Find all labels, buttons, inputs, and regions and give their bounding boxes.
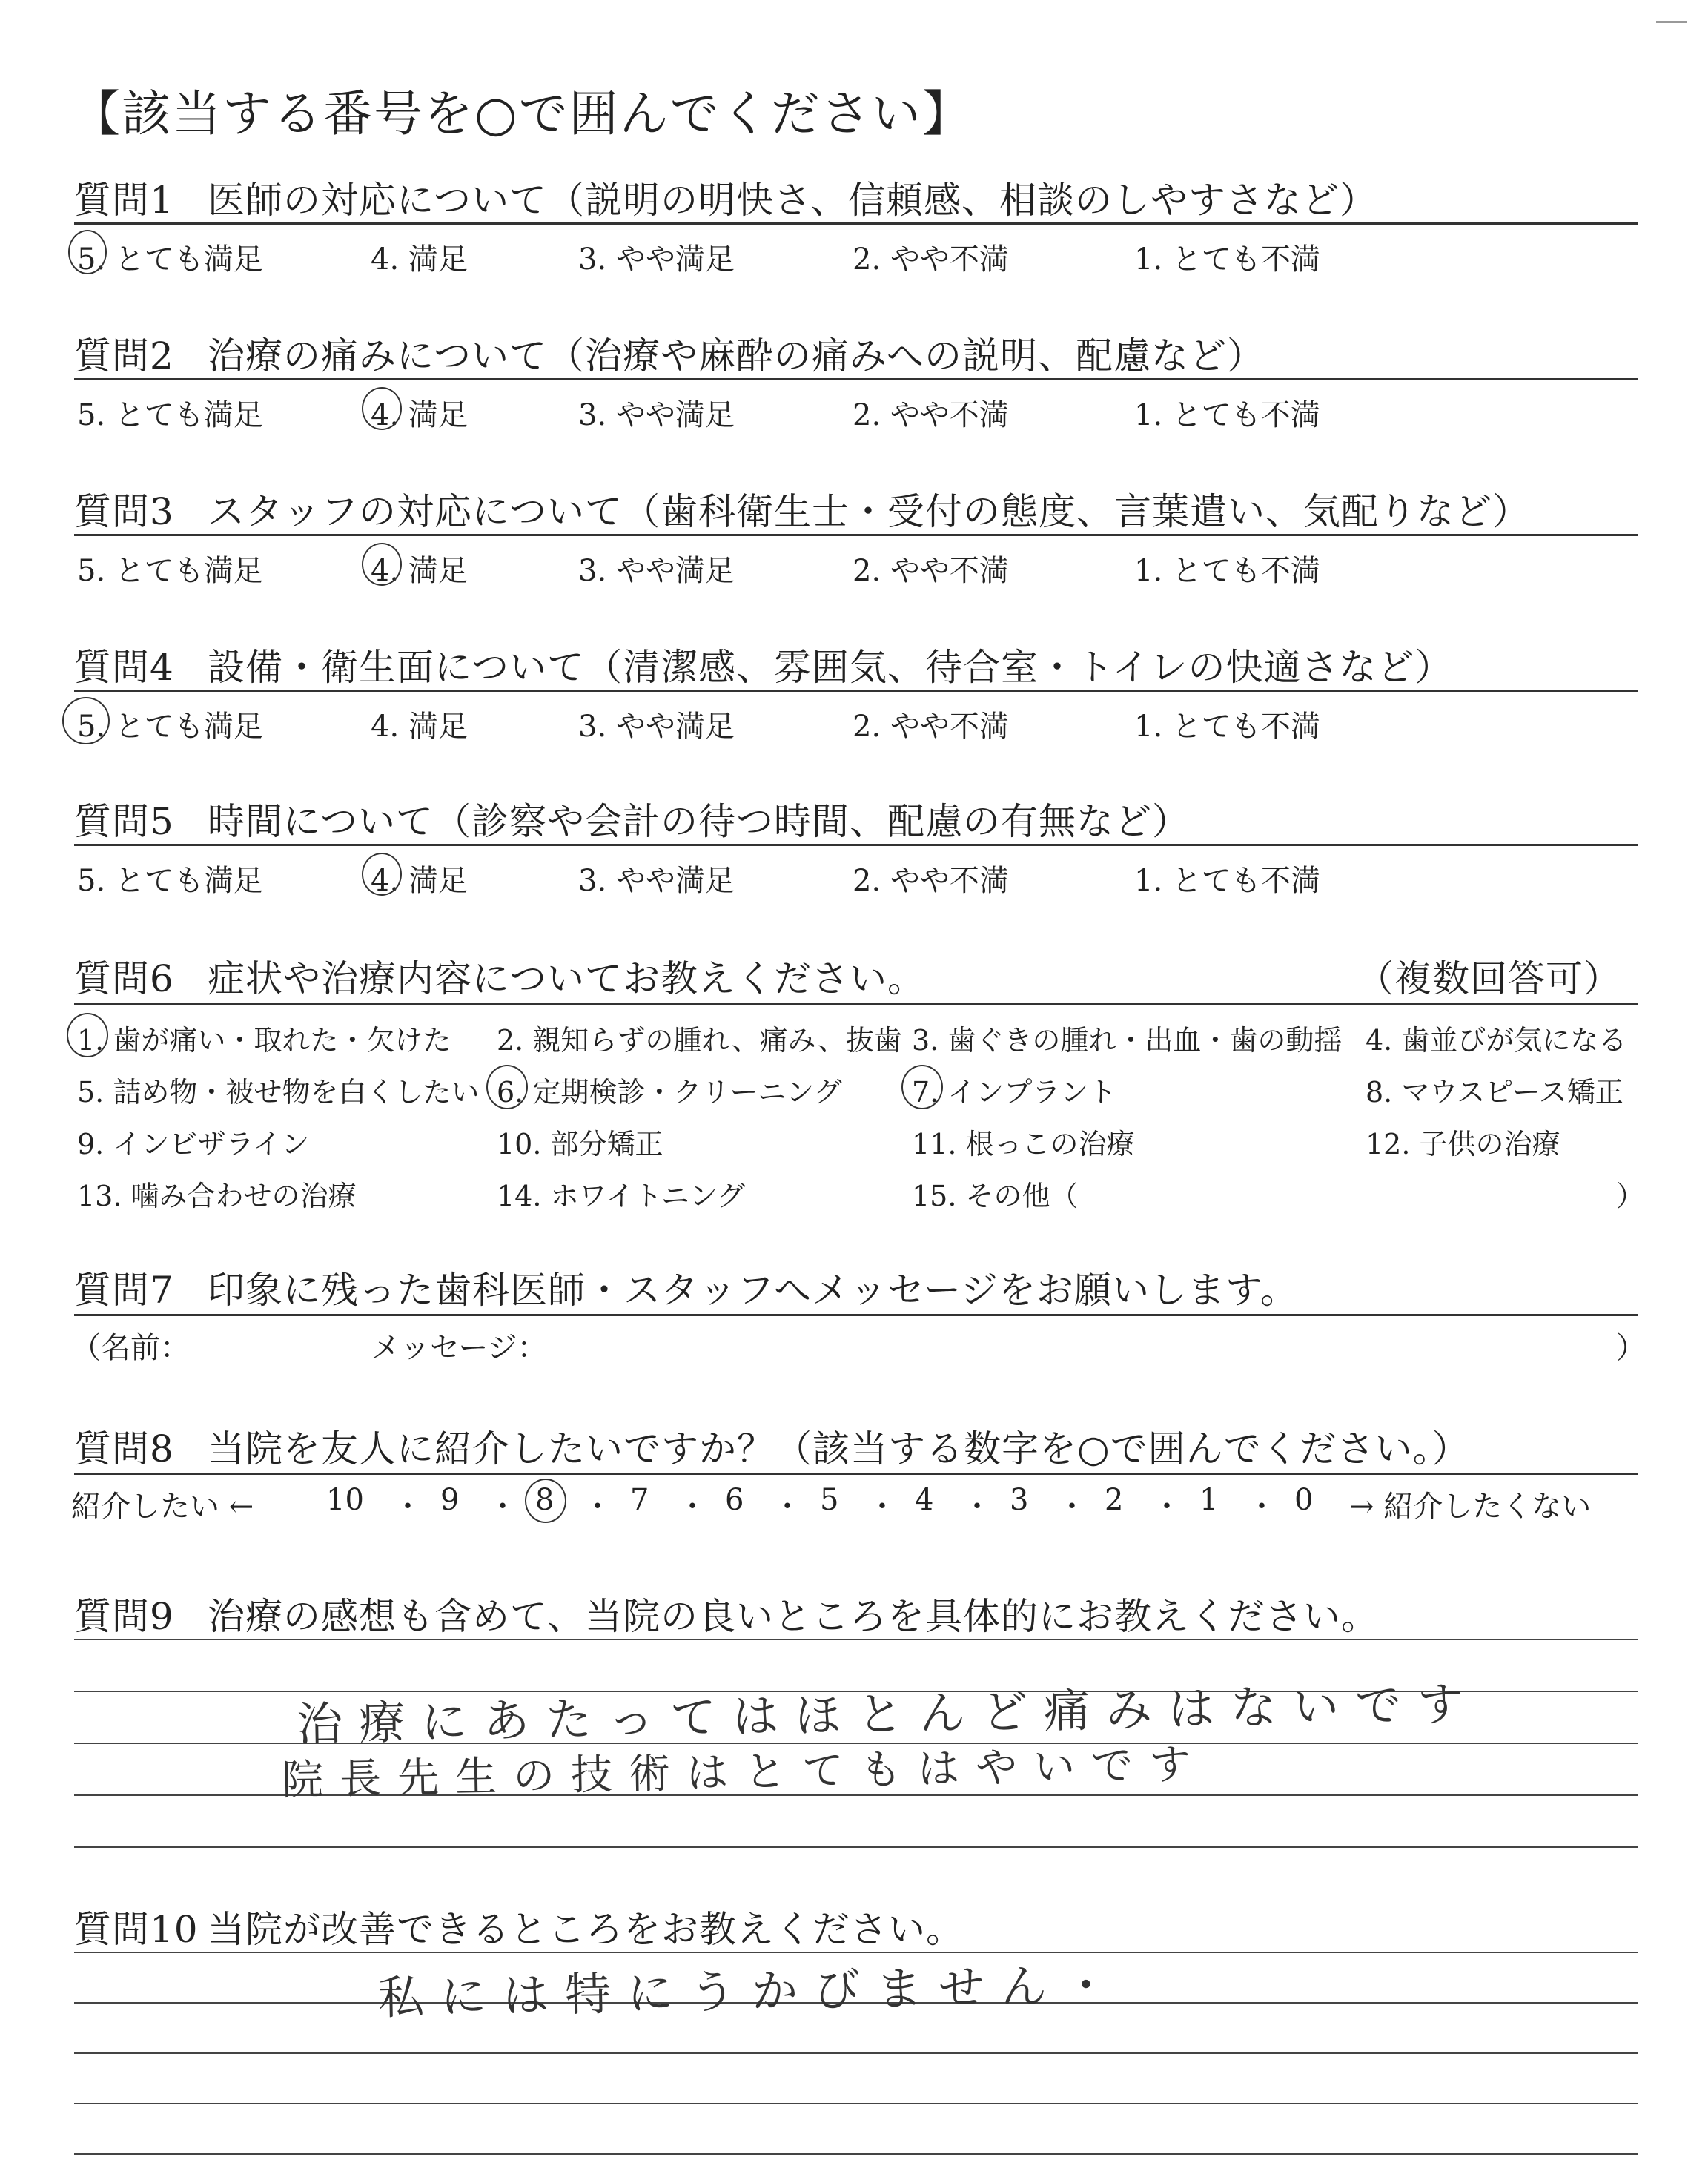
q6-option-6[interactable]: 6. 定期検診・クリーニング [497, 1076, 842, 1109]
q1-option-5[interactable]: 5. とても満足 [77, 242, 263, 277]
q6-option-11[interactable]: 11. 根っこの治療 [912, 1128, 1135, 1160]
q8-score-2[interactable]: 2 [1105, 1483, 1124, 1517]
q5-option-5[interactable]: 5. とても満足 [77, 864, 263, 898]
q3-option-3[interactable]: 3. やや満足 [578, 554, 735, 588]
q6-rule [74, 1003, 1638, 1005]
q2-option-4[interactable]: 4. 満足 [371, 398, 468, 432]
q4-text: 設備・衛生面について（清潔感、雰囲気、待合室・トイレの快適さなど） [208, 646, 1453, 689]
q8-sep: ・ [772, 1490, 802, 1524]
q8-right-label: → 紹介したくない [1349, 1490, 1592, 1524]
q2-option-5[interactable]: 5. とても満足 [77, 398, 263, 432]
q8-score-4[interactable]: 4 [915, 1483, 934, 1517]
q4-option-1[interactable]: 1. とても不満 [1134, 710, 1320, 744]
q7-label: 質問7 [74, 1269, 174, 1312]
q4-option-4[interactable]: 4. 満足 [371, 710, 468, 744]
q6-option-1[interactable]: 1. 歯が痛い・取れた・欠けた [77, 1024, 451, 1057]
q5-option-3[interactable]: 3. やや満足 [578, 864, 735, 898]
q5-label: 質問5 [74, 800, 174, 843]
q9-handwritten-answer-2: 院長先生の技術はとてもはやいです [281, 1740, 1208, 1805]
q3-text: スタッフの対応について（歯科衛生士・受付の態度、言葉遣い、気配りなど） [208, 490, 1530, 533]
q9-answer-line [74, 1846, 1638, 1848]
q8-label: 質問8 [74, 1427, 174, 1470]
q3-selection-circle [362, 543, 402, 586]
q4-selection-circle [62, 697, 110, 744]
q6-text: 症状や治療内容についてお教えください。 [208, 957, 925, 1000]
q8-score-9[interactable]: 9 [440, 1483, 460, 1517]
q2-text: 治療の痛みについて（治療や麻酔の痛みへの説明、配慮など） [208, 334, 1265, 377]
q7-rule [74, 1314, 1638, 1316]
q2-rule [74, 378, 1638, 380]
q6-option-7[interactable]: 7. インプラント [912, 1076, 1117, 1109]
q1-rule [74, 222, 1638, 225]
q9-text: 治療の感想も含めて、当院の良いところを具体的にお教えください。 [208, 1595, 1379, 1638]
q1-option-1[interactable]: 1. とても不満 [1134, 242, 1320, 277]
q8-sep: ・ [1247, 1490, 1277, 1524]
q8-sep: ・ [393, 1490, 423, 1524]
q5-option-4[interactable]: 4. 満足 [371, 864, 468, 898]
q4-option-5[interactable]: 5. とても満足 [77, 710, 263, 744]
q9-handwritten-answer-1: 治療にあたってはほとんど痛みはないです [296, 1677, 1480, 1751]
q3-option-2[interactable]: 2. やや不満 [853, 554, 1009, 588]
q8-left-label: 紹介したい ← [71, 1490, 254, 1524]
q8-score-1[interactable]: 1 [1199, 1483, 1219, 1517]
q5-rule [74, 844, 1638, 846]
q6-option-3[interactable]: 3. 歯ぐきの腫れ・出血・歯の動揺 [912, 1024, 1343, 1057]
q10-label: 質問10 [74, 1908, 199, 1951]
q1-text: 医師の対応について（説明の明快さ、信頼感、相談のしやすさなど） [208, 179, 1377, 222]
q1-option-2[interactable]: 2. やや不満 [853, 242, 1009, 277]
q6-option-4[interactable]: 4. 歯並びが気になる [1366, 1024, 1627, 1057]
q8-score-8[interactable]: 8 [535, 1483, 555, 1517]
q6-option-12[interactable]: 12. 子供の治療 [1366, 1128, 1560, 1160]
q6-option-15[interactable]: 15. その他（ [912, 1180, 1079, 1212]
q8-rule [74, 1473, 1638, 1475]
q9-answer-line [74, 1639, 1638, 1640]
q10-answer-line [74, 2103, 1638, 2104]
q6-option-2[interactable]: 2. 親知らずの腫れ、痛み、抜歯 [497, 1024, 902, 1057]
q6-option-14[interactable]: 14. ホワイトニング [497, 1180, 746, 1212]
q6-option-10[interactable]: 10. 部分矯正 [497, 1128, 663, 1160]
q2-option-1[interactable]: 1. とても不満 [1134, 398, 1320, 432]
q10-answer-line [74, 2153, 1638, 2155]
q8-sep: ・ [867, 1490, 897, 1524]
q6-selection-circle-7 [901, 1065, 943, 1109]
q3-label: 質問3 [74, 490, 174, 533]
q3-option-1[interactable]: 1. とても不満 [1134, 554, 1320, 588]
q8-sep: ・ [1057, 1490, 1087, 1524]
q5-option-2[interactable]: 2. やや不満 [853, 864, 1009, 898]
q6-selection-circle-1 [67, 1013, 108, 1057]
q6-note: （複数回答可） [1357, 957, 1621, 1000]
q4-rule [74, 690, 1638, 692]
q4-label: 質問4 [74, 646, 174, 689]
q8-sep: ・ [488, 1490, 517, 1524]
q6-option-13[interactable]: 13. 噛み合わせの治療 [77, 1180, 357, 1212]
q1-option-4[interactable]: 4. 満足 [371, 242, 468, 277]
q8-sep: ・ [678, 1490, 707, 1524]
q8-sep: ・ [583, 1490, 612, 1524]
q7-message-label: メッセージ： [371, 1331, 547, 1365]
q5-selection-circle [362, 853, 402, 896]
q2-label: 質問2 [74, 334, 174, 377]
q6-option-8[interactable]: 8. マウスピース矯正 [1366, 1076, 1623, 1109]
q9-label: 質問9 [74, 1595, 174, 1638]
q6-other-close: ） [1616, 1180, 1645, 1212]
q5-text: 時間について（診察や会計の待つ時間、配慮の有無など） [208, 800, 1190, 843]
q2-selection-circle [362, 387, 402, 430]
q4-option-3[interactable]: 3. やや満足 [578, 710, 735, 744]
q8-score-6[interactable]: 6 [725, 1483, 744, 1517]
q6-label: 質問6 [74, 957, 174, 1000]
q6-option-9[interactable]: 9. インビザライン [77, 1128, 310, 1160]
q8-score-0[interactable]: 0 [1294, 1483, 1314, 1517]
q3-option-4[interactable]: 4. 満足 [371, 554, 468, 588]
q5-option-1[interactable]: 1. とても不満 [1134, 864, 1320, 898]
q10-text: 当院が改善できるところをお教えください。 [208, 1908, 964, 1951]
q6-option-5[interactable]: 5. 詰め物・被せ物を白くしたい [77, 1076, 480, 1109]
q6-selection-circle-6 [486, 1065, 528, 1109]
q3-option-5[interactable]: 5. とても満足 [77, 554, 263, 588]
q7-name-label: （名前： [71, 1331, 190, 1365]
q8-sep: ・ [962, 1490, 992, 1524]
q8-selection-circle [525, 1479, 566, 1523]
q3-rule [74, 534, 1638, 536]
q1-option-3[interactable]: 3. やや満足 [578, 242, 735, 277]
q1-selection-circle [68, 230, 107, 274]
q7-text: 印象に残った歯科医師・スタッフへメッセージをお願いします。 [208, 1269, 1298, 1312]
q1-label: 質問1 [74, 179, 174, 222]
q7-close-paren: ） [1616, 1331, 1646, 1365]
q8-score-10[interactable]: 10 [326, 1483, 364, 1517]
q8-score-3[interactable]: 3 [1010, 1483, 1029, 1517]
q2-option-3[interactable]: 3. やや満足 [578, 398, 735, 432]
q10-answer-line [74, 2052, 1638, 2054]
q8-sep: ・ [1152, 1490, 1182, 1524]
scan-corner-mark [1656, 21, 1687, 23]
q4-option-2[interactable]: 2. やや不満 [853, 710, 1009, 744]
page-title: 【該当する番号を○で囲んでください】 [71, 85, 973, 142]
q8-text: 当院を友人に紹介したいですか？（該当する数字を○で囲んでください。） [208, 1427, 1470, 1470]
q10-handwritten-answer: 私には特にうかびません・ [377, 1958, 1126, 2025]
q2-option-2[interactable]: 2. やや不満 [853, 398, 1009, 432]
q8-score-7[interactable]: 7 [630, 1483, 649, 1517]
q8-score-5[interactable]: 5 [820, 1483, 839, 1517]
